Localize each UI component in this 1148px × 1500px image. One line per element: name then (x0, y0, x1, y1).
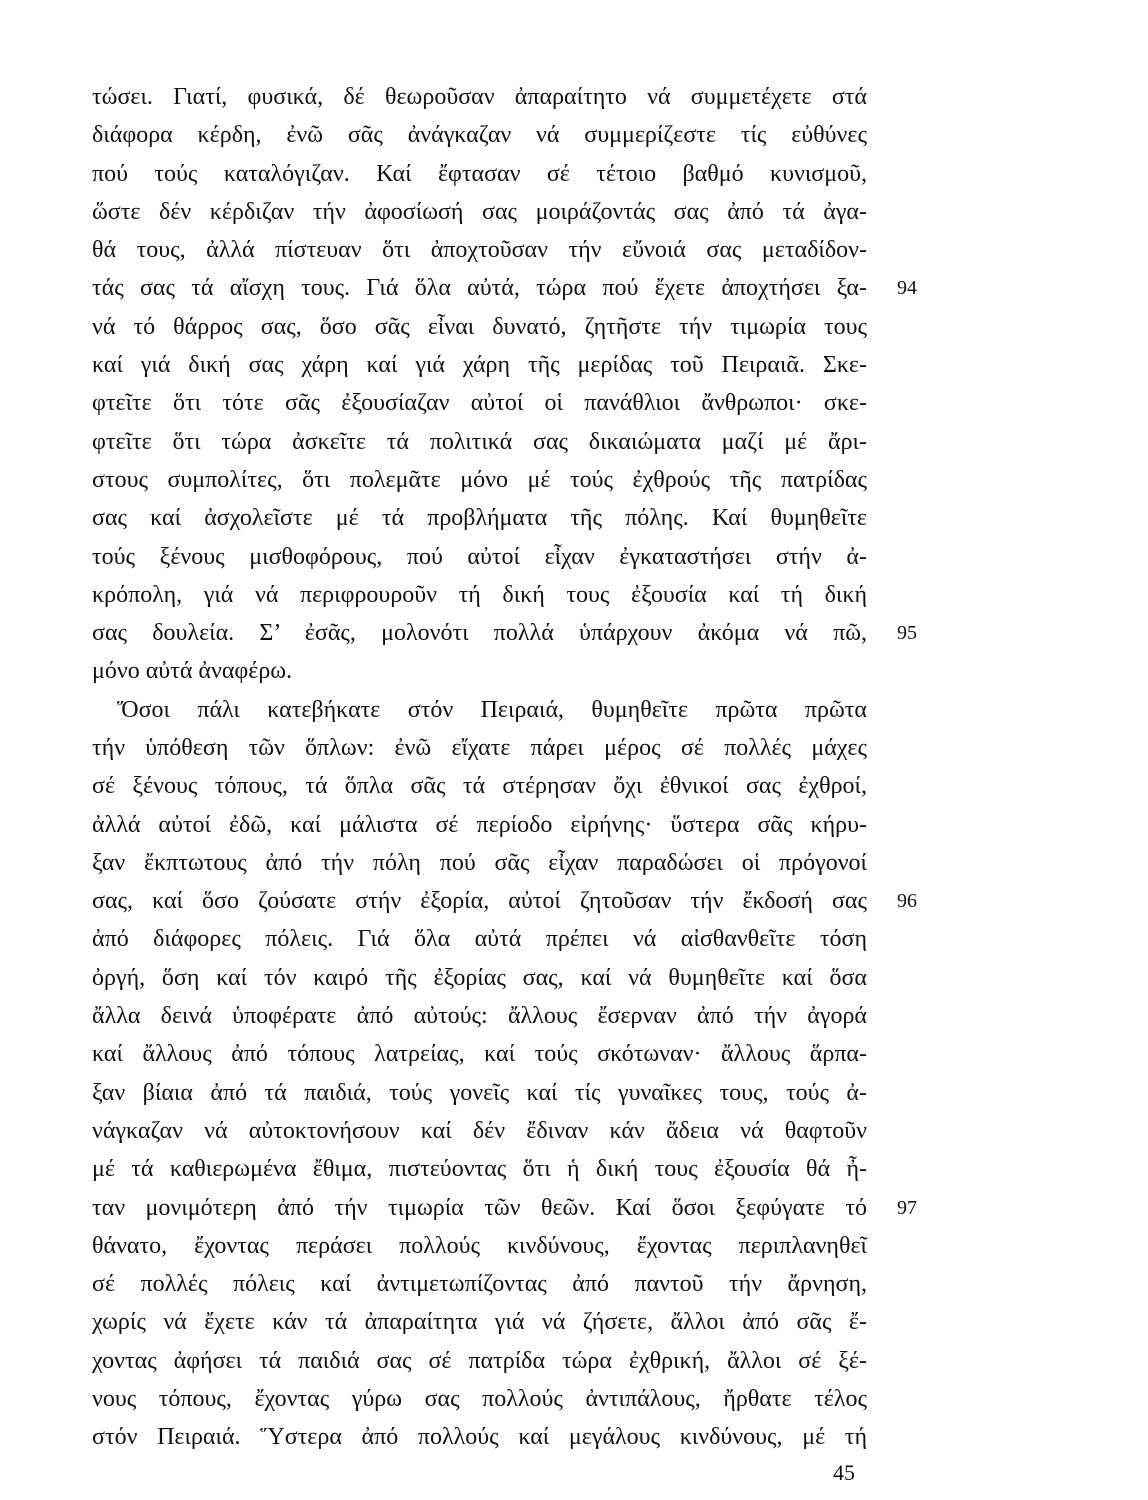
text-line: ἀλλά αὐτοί ἐδῶ, καί μάλιστα σέ περίοδο εἰρήνης· ὕστερα σᾶς κήρυ- (92, 812, 867, 838)
text-line: τούς ξένους μισθοφόρους, πού αὐτοί εἶχαν ἐγκαταστήσει στήν ἀ- (92, 544, 867, 570)
text-line: στόν Πειραιά. Ὕστερα ἀπό πολλούς καί μεγάλους κινδύνους, μέ τή (92, 1424, 867, 1450)
text-line: Ὅσοι πάλι κατεβήκατε στόν Πειραιά, θυμηθεῖτε πρῶτα πρῶτα (117, 697, 867, 723)
text-line: φτεῖτε ὅτι τότε σᾶς ἐξουσίαζαν αὐτοί οἱ πανάθλιοι ἄνθρωποι· σκε- (92, 390, 867, 416)
text-line: πού τούς καταλόγιζαν. Καί ἔφτασαν σέ τέτοιο βαθμό κυνισμοῦ, (92, 161, 867, 187)
text-line: ξαν ἔκπτωτους ἀπό τήν πόλη πού σᾶς εἶχαν παραδώσει οἱ πρόγονοί (92, 850, 867, 876)
text-line: ἄλλα δεινά ὑποφέρατε ἀπό αὐτούς: ἄλλους ἔσερναν ἀπό τήν ἀγορά (92, 1003, 867, 1029)
text-line: τώσει. Γιατί, φυσικά, δέ θεωροῦσαν ἀπαραίτητο νά συμμετέχετε στά (92, 84, 867, 110)
text-line: θά τους, ἀλλά πίστευαν ὅτι ἀποχτοῦσαν τήν εὔνοιά σας μεταδίδον- (92, 237, 867, 263)
text-line: καί γιά δική σας χάρη καί γιά χάρη τῆς μερίδας τοῦ Πειραιᾶ. Σκε- (92, 352, 867, 378)
text-line: τήν ὑπόθεση τῶν ὅπλων: ἐνῶ εἴχατε πάρει μέρος σέ πολλές μάχες (92, 735, 867, 761)
text-line: ὀργή, ὅση καί τόν καιρό τῆς ἐξορίας σας, καί νά θυμηθεῖτε καί ὅσα (92, 965, 867, 991)
text-line: διάφορα κέρδη, ἐνῶ σᾶς ἀνάγκαζαν νά συμμερίζεστε τίς εὐθύνες (92, 122, 867, 148)
margin-section-number: 96 (897, 890, 917, 912)
text-line: θάνατο, ἔχοντας περάσει πολλούς κινδύνους, ἔχοντας περιπλανηθεῖ (92, 1233, 867, 1259)
text-line: νάγκαζαν νά αὐτοκτονήσουν καί δέν ἔδιναν κάν ἄδεια νά θαφτοῦν (92, 1118, 867, 1144)
text-line: νά τό θάρρος σας, ὅσο σᾶς εἶναι δυνατό, ζητῆστε τήν τιμωρία τους (92, 314, 867, 340)
text-line: σέ πολλές πόλεις καί ἀντιμετωπίζοντας ἀπό παντοῦ τήν ἄρνηση, (92, 1271, 867, 1297)
text-line: σέ ξένους τόπους, τά ὅπλα σᾶς τά στέρησαν ὄχι ἐθνικοί σας ἐχθροί, (92, 773, 867, 799)
text-line: χωρίς νά ἔχετε κάν τά ἀπαραίτητα γιά νά ζήσετε, ἄλλοι ἀπό σᾶς ἔ- (92, 1309, 867, 1335)
text-line: σας δουλεία. Σ’ ἐσᾶς, μολονότι πολλά ὑπάρχουν ἀκόμα νά πῶ, (92, 620, 867, 646)
text-line: μόνο αὐτά ἀναφέρω. (92, 658, 293, 684)
text-line: ὥστε δέν κέρδιζαν τήν ἀφοσίωσή σας μοιράζοντάς σας ἀπό τά ἀγα- (92, 199, 867, 225)
text-line: ξαν βίαια ἀπό τά παιδιά, τούς γονεῖς καί τίς γυναῖκες τους, τούς ἀ- (92, 1080, 867, 1106)
text-line: σας καί ἀσχολεῖστε μέ τά προβλήματα τῆς πόλης. Καί θυμηθεῖτε (92, 505, 867, 531)
margin-section-number: 95 (897, 622, 917, 644)
text-line: ταν μονιμότερη ἀπό τήν τιμωρία τῶν θεῶν. Καί ὅσοι ξεφύγατε τό (92, 1195, 867, 1221)
text-line: χοντας ἀφήσει τά παιδιά σας σέ πατρίδα τώρα ἐχθρική, ἄλλοι σέ ξέ- (92, 1348, 867, 1374)
text-line: φτεῖτε ὅτι τώρα ἀσκεῖτε τά πολιτικά σας δικαιώματα μαζί μέ ἄρι- (92, 429, 867, 455)
text-line: κρόπολη, γιά νά περιφρουροῦν τή δική τους ἐξουσία καί τή δική (92, 582, 867, 608)
text-line: καί ἄλλους ἀπό τόπους λατρείας, καί τούς σκότωναν· ἄλλους ἅρπα- (92, 1041, 867, 1067)
text-line: σας, καί ὅσο ζούσατε στήν ἐξορία, αὐτοί ζητοῦσαν τήν ἔκδοσή σας (92, 888, 867, 914)
margin-section-number: 94 (897, 277, 917, 299)
text-line: στους συμπολίτες, ὅτι πολεμᾶτε μόνο μέ τούς ἐχθρούς τῆς πατρίδας (92, 467, 867, 493)
text-line: νους τόπους, ἔχοντας γύρω σας πολλούς ἀντιπάλους, ἤρθατε τέλος (92, 1386, 867, 1412)
page-number: 45 (833, 1460, 855, 1485)
text-line: ἀπό διάφορες πόλεις. Γιά ὅλα αὐτά πρέπει νά αἰσθανθεῖτε τόση (92, 926, 867, 952)
margin-section-number: 97 (897, 1197, 917, 1219)
text-line: τάς σας τά αἴσχη τους. Γιά ὅλα αὐτά, τώρα πού ἔχετε ἀποχτήσει ξα- (92, 275, 867, 301)
text-line: μέ τά καθιερωμένα ἔθιμα, πιστεύοντας ὅτι ἡ δική τους ἐξουσία θά ἦ- (92, 1156, 867, 1182)
